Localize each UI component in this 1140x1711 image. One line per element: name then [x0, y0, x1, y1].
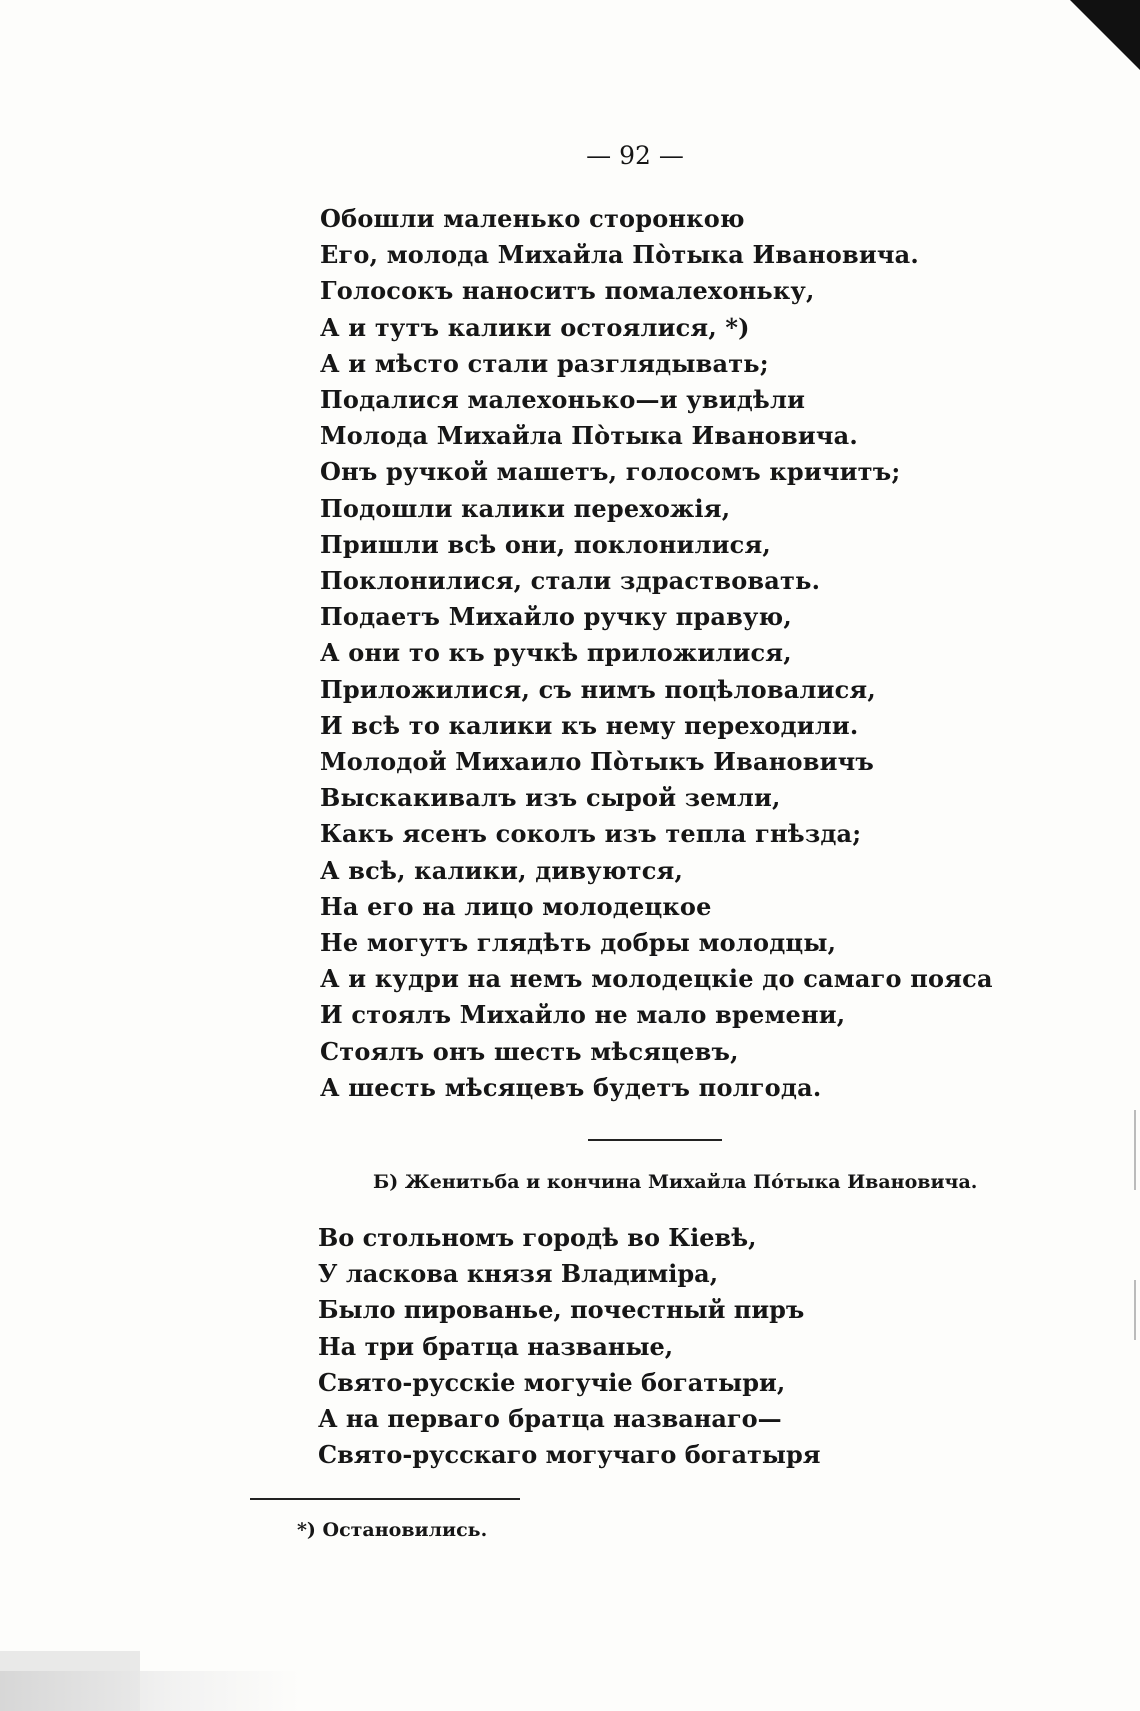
verse-line: Подалися малехонько—и увидѣли: [320, 385, 806, 415]
verse-line: А и тутъ калики остоялися, *): [320, 312, 750, 342]
verse-line: Было пированье, почестный пиръ: [318, 1295, 805, 1325]
verse-line: Приложилися, съ нимъ поцѣловалися,: [320, 674, 876, 704]
verse-line: Свято-русскаго могучаго богатыря: [318, 1440, 821, 1470]
scan-corner-mark: [1070, 0, 1140, 70]
verse-block: [320, 201, 993, 1106]
section-verse-block: [318, 1220, 821, 1473]
footnote-rule: [250, 1498, 520, 1500]
verse-line: А и кудри на немъ молодецкіе до самаго пояса: [320, 964, 993, 994]
verse-line: Пришли всѣ они, поклонилися,: [320, 529, 771, 559]
verse-line: А и мѣсто стали разглядывать;: [320, 348, 769, 378]
verse-line: Поклонилися, стали здраствовать.: [320, 566, 821, 596]
verse-line: На его на лицо молодецкое: [320, 891, 712, 921]
verse-line: И всѣ то калики къ нему переходили.: [320, 710, 859, 740]
verse-line: Не могутъ глядѣть добры молодцы,: [320, 928, 837, 958]
scan-edge-line: [1134, 1280, 1136, 1340]
section-heading: Б) Женитьба и кончина Михайла Пóтыка Ивановича.: [373, 1171, 978, 1193]
verse-line: У ласкова князя Владиміра,: [318, 1259, 719, 1289]
verse-line: Какъ ясенъ соколъ изъ тепла гнѣзда;: [320, 819, 862, 849]
verse-line: Выскакивалъ изъ сырой земли,: [320, 783, 781, 813]
verse-line: Голосокъ наноситъ помалехоньку,: [320, 276, 815, 306]
verse-line: А шесть мѣсяцевъ будетъ полгода.: [320, 1072, 822, 1102]
verse-line: А они то къ ручкѣ приложилися,: [320, 638, 792, 668]
page-number: — 92 —: [586, 141, 684, 170]
verse-line: А на перваго братца названаго—: [318, 1404, 782, 1434]
verse-line: А всѣ, калики, дивуются,: [320, 855, 684, 885]
verse-line: Стоялъ онъ шесть мѣсяцевъ,: [320, 1036, 739, 1066]
verse-line: Молодой Михаило Пòтыкъ Ивановичъ: [320, 747, 875, 777]
verse-line: Молода Михайла Пòтыка Ивановича.: [320, 421, 858, 451]
footnote: *) Остановились.: [297, 1519, 488, 1541]
verse-line: На три братца названые,: [318, 1331, 674, 1361]
verse-line: И стоялъ Михайло не мало времени,: [320, 1000, 846, 1030]
section-separator: [588, 1139, 722, 1141]
verse-line: Его, молода Михайла Пòтыка Ивановича.: [320, 240, 919, 270]
verse-line: Подаетъ Михайло ручку правую,: [320, 602, 792, 632]
verse-line: Обошли маленько сторонкою: [320, 204, 745, 233]
scan-smudge: [0, 1671, 300, 1711]
scan-edge-line: [1134, 1110, 1136, 1190]
verse-line: Свято-русскіе могучіе богатыри,: [318, 1367, 786, 1397]
verse-line: Онъ ручкой машетъ, голосомъ кричитъ;: [320, 457, 901, 487]
verse-line: Во стольномъ городѣ во Кіевѣ,: [318, 1223, 757, 1252]
verse-line: Подошли калики перехожія,: [320, 493, 731, 523]
